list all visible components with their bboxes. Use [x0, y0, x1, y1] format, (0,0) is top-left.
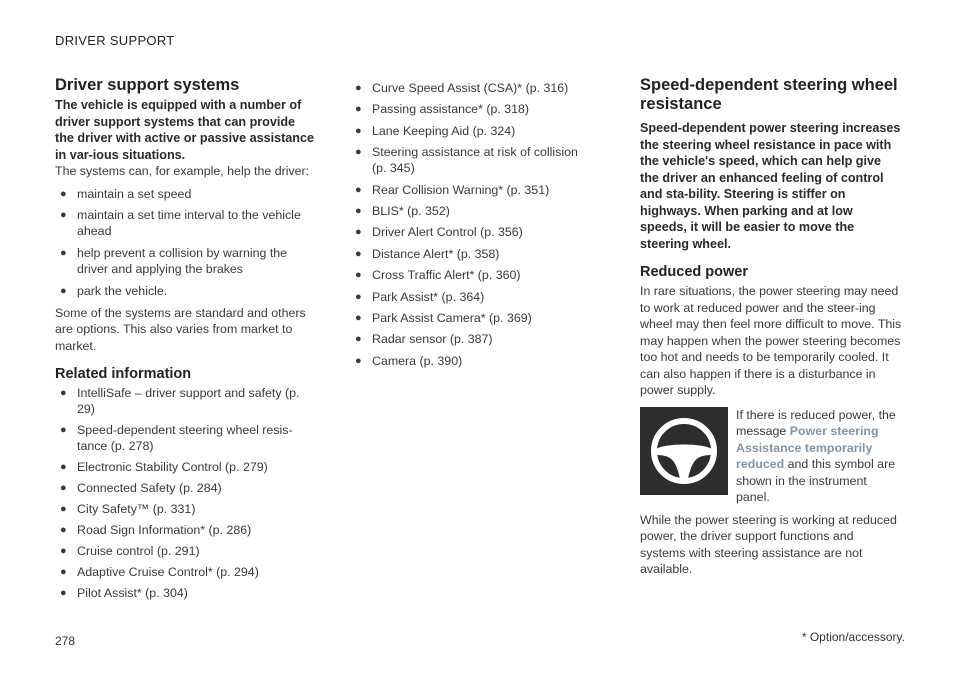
options-text: Some of the systems are standard and others are options. This also varies from market to market.	[55, 305, 306, 353]
related-link[interactable]: ● Camera (p. 390)	[355, 353, 463, 368]
related-link[interactable]: ● Driver Alert Control (p. 356)	[355, 225, 523, 240]
intro-text: The systems can, for example, help the driver:	[55, 164, 310, 178]
related-link[interactable]: ● Cross Traffic Alert* (p. 360)	[355, 268, 521, 283]
related-link[interactable]: ● Passing assistance* (p. 318)	[355, 102, 530, 117]
steering-lead: Speed-dependent power steering increases the steering wheel resistance in pace with the vehicle's speed, which can help give the driver an enhanced feeling of control and sta-bility. Steering is stiffer on highways. When parking and at low speeds, it will be easier to move the steering wheel.	[640, 121, 901, 251]
bullet-icon: ●	[355, 124, 362, 137]
bullet-icon: ●	[60, 545, 67, 558]
column-steering-resistance	[640, 76, 902, 578]
bullet-icon: ●	[60, 503, 67, 516]
related-link[interactable]: ● BLIS* (p. 352)	[355, 203, 450, 218]
related-link[interactable]: ● Park Assist Camera* (p. 369)	[355, 310, 532, 325]
bullet-icon: ●	[60, 524, 67, 537]
bullet-icon: ●	[60, 247, 67, 260]
bullet-icon: ●	[60, 566, 67, 579]
bullet-icon: ●	[355, 204, 362, 217]
related-link[interactable]: ● Lane Keeping Aid (p. 324)	[355, 123, 516, 138]
reduced-power-text: In rare situations, the power steering may need to work at reduced power and the steer-ing wheel may then feel more difficult to move. This may happen when the power steering becomes too hot and needs to be temporarily cooled. It can also happen if there is a disturbance in power supply.	[640, 284, 902, 397]
bullet-icon: ●	[355, 183, 362, 196]
bullet-icon: ●	[355, 247, 362, 260]
column-related-continued	[350, 80, 590, 374]
final-text: While the power steering is working at reduced power, the driver support functions and systems with steering assistance are not available.	[640, 512, 897, 576]
list-item: ● maintain a set speed	[60, 186, 192, 201]
page-number: 278	[55, 634, 76, 648]
intro-lead: The vehicle is equipped with a number of driver support systems that can provide the driver with active or passive assistance in var-ious situations.	[55, 98, 314, 162]
related-link[interactable]: ● Park Assist* (p. 364)	[355, 289, 485, 304]
bullet-icon: ●	[60, 209, 67, 222]
bullet-icon: ●	[355, 269, 362, 282]
heading-reduced-power: Reduced power	[640, 264, 748, 280]
related-list-continued	[350, 80, 590, 369]
bullet-icon: ●	[60, 461, 67, 474]
heading-steering-resistance: Speed-dependent steering wheel resistance	[640, 76, 898, 113]
related-link[interactable]: ● Connected Safety (p. 284)	[60, 481, 222, 496]
bullet-icon: ●	[355, 146, 362, 159]
bullet-icon: ●	[355, 103, 362, 116]
related-link[interactable]: ● Speed-dependent steering wheel resis-tance (p. 278)	[60, 423, 293, 454]
bullet-icon: ●	[60, 284, 67, 297]
section-header: DRIVER SUPPORT	[55, 33, 175, 48]
list-item: ● maintain a set time interval to the vehicle ahead	[60, 208, 301, 239]
related-link[interactable]: ● Radar sensor (p. 387)	[355, 332, 493, 347]
bullet-icon: ●	[355, 354, 362, 367]
option-footnote: * Option/accessory.	[801, 630, 905, 644]
bullet-icon: ●	[355, 333, 362, 346]
column-driver-support-systems	[55, 76, 317, 606]
bullet-icon: ●	[355, 226, 362, 239]
symbol-block	[640, 407, 902, 506]
heading-driver-support-systems: Driver support systems	[55, 76, 240, 94]
bullet-icon: ●	[355, 311, 362, 324]
related-link[interactable]: ● Adaptive Cruise Control* (p. 294)	[60, 565, 259, 580]
bullet-icon: ●	[60, 587, 67, 600]
related-link[interactable]: ● Rear Collision Warning* (p. 351)	[355, 182, 550, 197]
related-link[interactable]: ● Pilot Assist* (p. 304)	[60, 586, 188, 601]
bullet-icon: ●	[60, 424, 67, 437]
bullet-icon: ●	[355, 82, 362, 94]
message-text: Power steering Assistance temporarily reduced	[736, 424, 879, 471]
bullet-icon: ●	[355, 290, 362, 303]
related-link[interactable]: ● Distance Alert* (p. 358)	[355, 246, 500, 261]
related-link[interactable]: ● Electronic Stability Control (p. 279)	[60, 460, 268, 475]
bullet-icon: ●	[60, 187, 67, 200]
related-link[interactable]: ● Road Sign Information* (p. 286)	[60, 523, 252, 538]
related-link[interactable]: ● Steering assistance at risk of collision (p. 345)	[355, 145, 578, 176]
related-link[interactable]: ● City Safety™ (p. 331)	[60, 502, 196, 517]
heading-related-information: Related information	[55, 366, 192, 383]
related-link[interactable]: ● IntelliSafe – driver support and safety (p. 29)	[60, 386, 300, 417]
symbol-description: If there is reduced power, the message Power steering Assistance temporarily reduced and this symbol are shown in the instrument panel.	[736, 407, 896, 504]
bullet-icon: ●	[60, 482, 67, 495]
help-list	[55, 186, 317, 299]
related-list	[55, 385, 317, 601]
list-item: ● park the vehicle.	[60, 283, 168, 298]
steering-wheel-icon	[640, 407, 728, 495]
related-link[interactable]: ● Curve Speed Assist (CSA)* (p. 316)	[355, 81, 569, 95]
list-item: ● help prevent a collision by warning the driver and applying the brakes	[60, 246, 288, 277]
related-link[interactable]: ● Cruise control (p. 291)	[60, 544, 200, 559]
bullet-icon: ●	[60, 387, 67, 400]
